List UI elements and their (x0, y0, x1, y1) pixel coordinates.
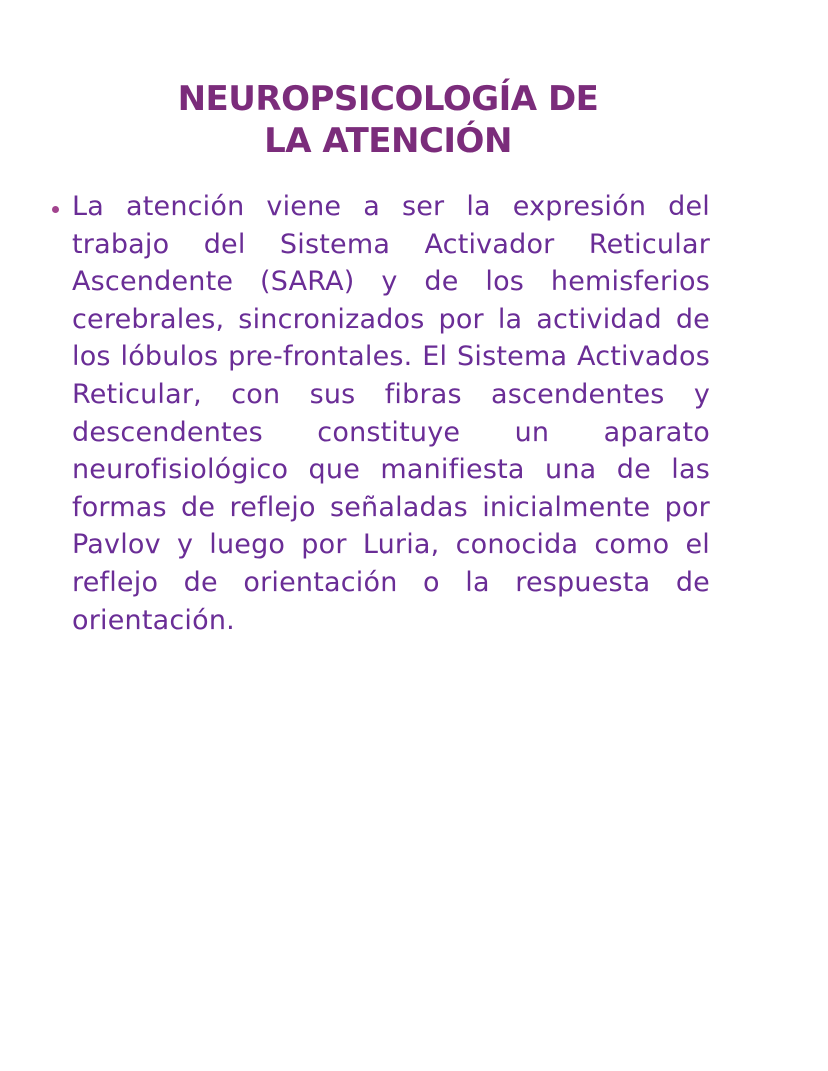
slide-title (0, 78, 776, 162)
bullet-dot-icon (52, 206, 59, 213)
slide-title-line-1: NEUROPSICOLOGÍA DE (177, 79, 599, 119)
slide-title-line-2: LA ATENCIÓN (264, 121, 512, 161)
bullet-item (46, 188, 710, 634)
bullet-text: La atención viene a ser la expresión del trabajo del Sistema Activador Reticular Ascendente (SARA) y de los hemisferios cerebrales, sincronizados por la actividad de los lóbulos pre-frontales. El Sistema Activados Reticular, con sus fibras ascendentes y descendentes constituye un aparato neurofisiológico que manifiesta una de las formas de reflejo señaladas inicialmente por Pavlov y luego por Luria, conocida como el reflejo de orientación o la respuesta de orientación. (72, 191, 710, 634)
slide-body (46, 188, 710, 634)
